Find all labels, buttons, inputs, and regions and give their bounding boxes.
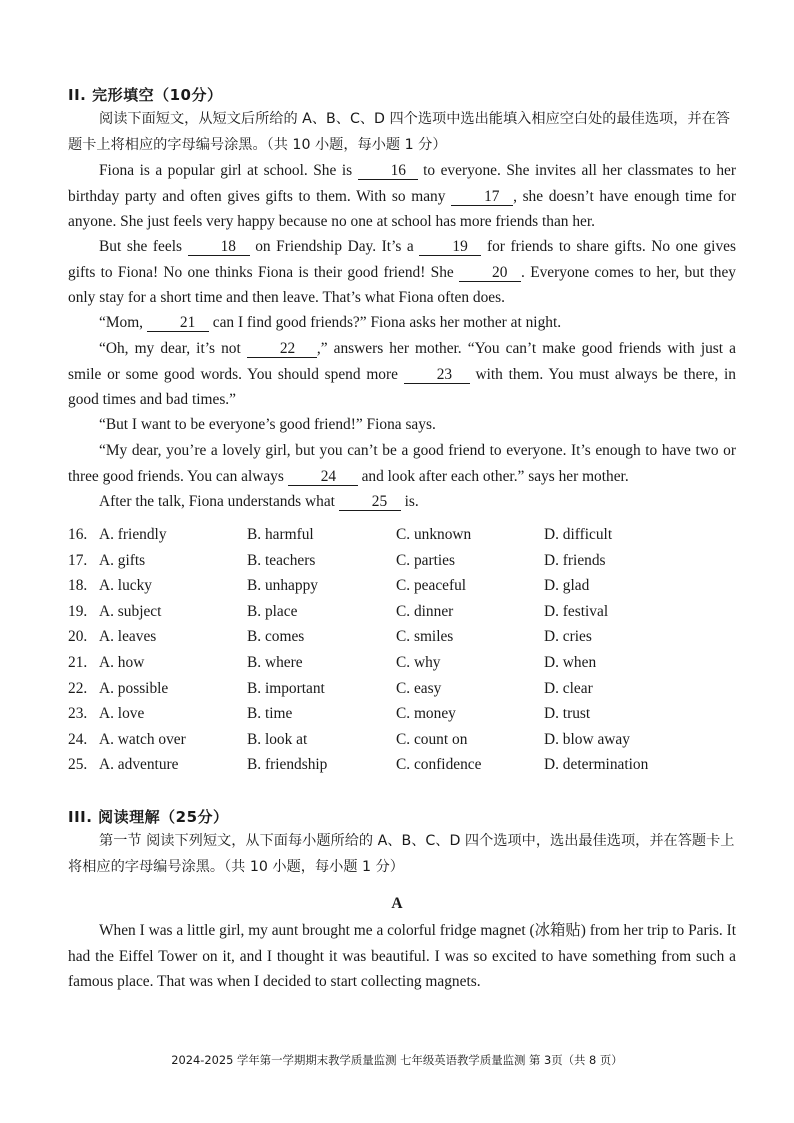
question-number: 23.: [68, 705, 88, 723]
option-row-21: [68, 654, 736, 680]
question-number: 18.: [68, 577, 88, 595]
passage-paragraph-7: [68, 489, 736, 515]
option-c: C. smiles: [396, 628, 454, 646]
reading-passage-a: When I was a little girl, my aunt brought me a colorful fridge magnet (冰箱贴) from her trip to Paris. It had the Eiffel Tower on it, and I thought it was beautiful. I was so excited to have something from such a famous place. That was when I decided to start collecting magnets.: [68, 922, 736, 991]
option-d: D. cries: [544, 628, 592, 646]
option-b: B. time: [247, 705, 293, 723]
question-number: 25.: [68, 756, 88, 774]
passage-paragraph-3: [68, 310, 736, 336]
option-row-24: [68, 731, 736, 757]
passage-text: “But I want to be everyone’s good friend!” Fiona says.: [99, 416, 436, 433]
option-b: B. unhappy: [247, 577, 318, 595]
option-d: D. trust: [544, 705, 591, 723]
option-a: A. watch over: [99, 730, 186, 748]
option-a: A. lucky: [99, 577, 153, 595]
passage-text: and look after each other.” says her mother.: [361, 467, 629, 485]
option-c: C. count on: [396, 730, 468, 748]
question-number: 21.: [68, 653, 88, 671]
option-d: D. clear: [544, 679, 593, 697]
option-d: D. friends: [544, 551, 606, 569]
option-a: A. possible: [99, 679, 169, 697]
option-a: A. friendly: [99, 526, 167, 543]
option-b: B. teachers: [247, 551, 316, 569]
page-footer: 2024-2025 学年第一学期期末教学质量监测 七年级英语教学质量监测 第 3页（共 8 页）: [171, 1053, 623, 1067]
question-number: 16.: [68, 526, 88, 543]
blank-23: 23: [404, 367, 470, 384]
question-number: 19.: [68, 602, 88, 620]
option-c: C. peaceful: [396, 577, 467, 595]
option-b: B. look at: [247, 730, 308, 748]
passage-text: on Friendship Day. It’s a: [255, 238, 414, 255]
option-b: B. friendship: [247, 756, 328, 774]
option-a: A. subject: [99, 602, 162, 620]
blank-24: 24: [288, 469, 358, 486]
option-d: D. festival: [544, 602, 609, 620]
passage-paragraph-6: [68, 438, 736, 489]
option-row-18: [68, 577, 736, 603]
passage-text: , she doesn’t have enough time for anyone. She just feels very happy because no one at school has more friends than her.: [68, 187, 737, 231]
passage-text: is.: [404, 493, 419, 510]
passage-text: “Oh, my dear, it’s not: [99, 340, 241, 357]
option-b: B. harmful: [247, 526, 314, 543]
option-c: C. easy: [396, 679, 442, 697]
options-list: [68, 526, 736, 782]
question-number: 24.: [68, 730, 88, 748]
passage-text: for friends to share gifts. No one gives gifts to Fiona! No one thinks Fiona is their good friend! She: [68, 238, 736, 281]
option-a: A. how: [99, 653, 145, 671]
option-a: A. love: [99, 705, 145, 723]
option-c: C. dinner: [396, 602, 454, 620]
option-c: C. parties: [396, 551, 455, 569]
passage-text: to everyone. She invites all her classmates to her birthday party and often gives gifts to them. With so many: [68, 162, 736, 205]
option-c: C. why: [396, 653, 441, 671]
section-3-instruction: 第一节 阅读下列短文，从下面每小题所给的 A、B、C、D 四个选项中，选出最佳选项，并在答题卡上将相应的字母编号涂黑。（共 10 小题，每小题 1 分）: [68, 833, 735, 875]
passage-text: But she feels: [99, 238, 182, 255]
passage-paragraph-2: [68, 234, 736, 311]
option-a: A. adventure: [99, 756, 179, 774]
option-row-22: [68, 680, 736, 706]
blank-19: 19: [419, 239, 481, 256]
option-c: C. money: [396, 705, 456, 723]
option-d: D. when: [544, 653, 597, 671]
option-b: B. where: [247, 653, 303, 671]
option-row-25: [68, 756, 736, 782]
passage-text: After the talk, Fiona understands what: [99, 493, 335, 510]
question-number: 17.: [68, 551, 88, 569]
question-number: 20.: [68, 628, 88, 646]
option-b: B. important: [247, 679, 325, 697]
blank-17: 17: [451, 189, 513, 206]
option-d: D. determination: [544, 756, 649, 774]
section-2-title: II. 完形填空（10分）: [68, 86, 223, 104]
passage-text: “Mom,: [99, 314, 144, 331]
option-row-20: [68, 628, 736, 654]
section-3-title: III. 阅读理解（25分）: [68, 808, 229, 826]
passage-paragraph-4: [68, 336, 736, 413]
blank-20: 20: [459, 265, 521, 282]
passage-text: with them. You must always be there, in good times and bad times.”: [68, 365, 736, 409]
option-b: B. place: [247, 602, 298, 620]
option-row-16: [68, 526, 736, 552]
blank-21: 21: [147, 315, 209, 332]
option-a: A. leaves: [99, 628, 157, 646]
passage-text: Fiona is a popular girl at school. She is: [99, 162, 353, 179]
question-number: 22.: [68, 679, 88, 697]
option-c: C. confidence: [396, 756, 482, 774]
option-b: B. comes: [247, 628, 305, 646]
option-row-19: [68, 603, 736, 629]
option-row-23: [68, 705, 736, 731]
option-d: D. blow away: [544, 730, 630, 748]
option-a: A. gifts: [99, 551, 146, 569]
passage-label: A: [391, 895, 403, 912]
passage-text: . Everyone comes to her, but they only stay for a short time and then leave. That’s what Fiona often does.: [68, 263, 736, 307]
option-c: C. unknown: [396, 526, 472, 543]
passage-text: ,” answers her mother. “You can’t make good friends with just a smile or some good words. You should spend more: [68, 340, 736, 383]
passage-text: can I find good friends?” Fiona asks her mother at night.: [212, 314, 562, 331]
passage-text: “My dear, you’re a lovely girl, but you can’t be a good friend to everyone. It’s enough to have two or three good friends. You can always: [68, 442, 736, 485]
blank-25: 25: [339, 494, 401, 511]
section-2-instruction: 阅读下面短文，从短文后所给的 A、B、C、D 四个选项中选出能填入相应空白处的最佳选项，并在答题卡上将相应的字母编号涂黑。（共 10 小题，每小题 1 分）: [68, 111, 730, 153]
blank-22: 22: [247, 341, 317, 358]
option-d: D. difficult: [544, 526, 613, 543]
blank-18: 18: [188, 239, 250, 256]
passage-paragraph-1: [68, 158, 736, 235]
passage-paragraph-5: [68, 412, 736, 438]
option-d: D. glad: [544, 577, 590, 595]
option-row-17: [68, 552, 736, 578]
blank-16: 16: [358, 163, 418, 180]
